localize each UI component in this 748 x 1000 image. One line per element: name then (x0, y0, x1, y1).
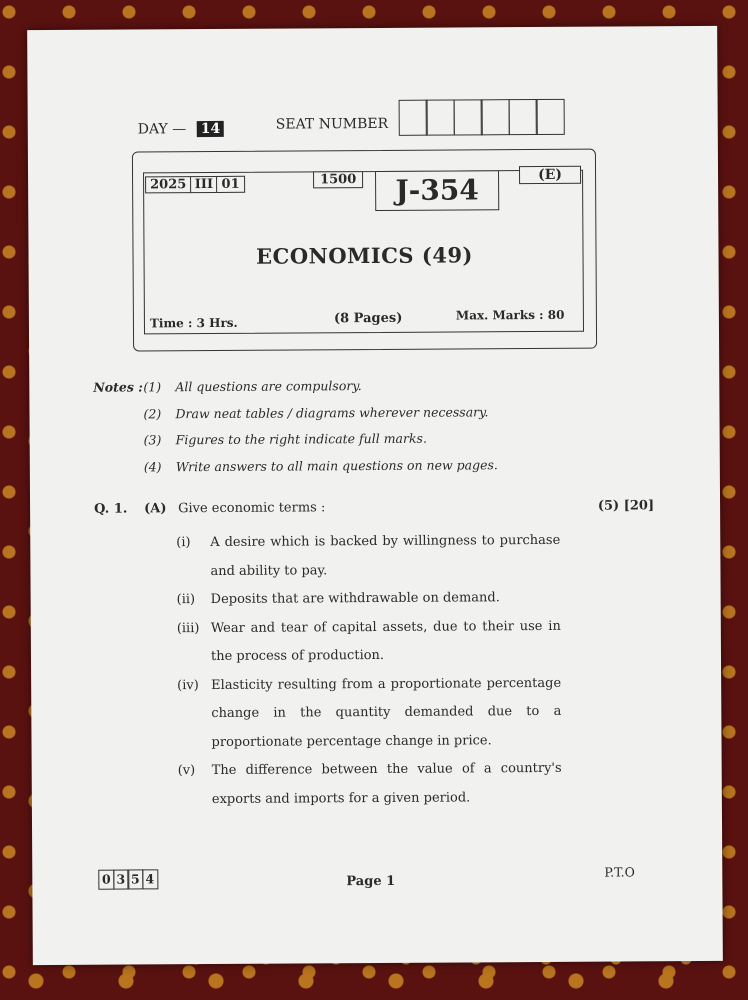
seat-box (398, 100, 427, 136)
paper-code: J-354 (375, 170, 499, 211)
seat-number-label: SEAT NUMBER (275, 115, 389, 133)
subject-title: ECONOMICS (49) (256, 242, 474, 269)
question-item: (iv) Elasticity resulting from a proportionate percentage change in the quantity demanded due to a proportionate percentage change in price. (177, 675, 562, 750)
note-item: (4) Write answers to all main questions on new pages. (143, 456, 498, 474)
notes-heading: Notes : (93, 379, 143, 395)
footer-code-boxes: 0 3 5 4 (98, 869, 156, 889)
page-number: Page 1 (346, 873, 396, 890)
exam-year: 2025 (145, 176, 191, 193)
question-item: (iii) Wear and tear of capital assets, due to their use in the process of production. (176, 618, 561, 665)
paper-number-box: 1500 (313, 171, 363, 188)
question-item: (v) The difference between the value of a country's exports and imports for a given period. (177, 760, 562, 807)
question-number: Q. 1. (94, 501, 128, 517)
seat-number-boxes (400, 99, 565, 136)
day-label: DAY — 14 (138, 121, 225, 138)
seat-box (453, 99, 482, 135)
notes-section (93, 377, 498, 485)
question-heading (94, 498, 654, 516)
language-box: (E) (519, 166, 581, 184)
question-instruction: Give economic terms : (178, 500, 326, 517)
note-item: Notes : (1) All questions are compulsory. (93, 377, 497, 406)
time-label: Time : 3 Hrs. (149, 315, 238, 331)
question-marks: (5) [20] (597, 498, 655, 514)
max-marks-label: Max. Marks : 80 (455, 307, 565, 323)
exam-code-boxes (145, 176, 243, 194)
pto-label: P.T.O (604, 864, 635, 880)
seat-box (426, 100, 455, 136)
seat-box (481, 99, 510, 135)
seat-box (536, 99, 565, 135)
seat-box (508, 99, 537, 135)
question-items (176, 527, 562, 814)
question-item: (ii) Deposits that are withdrawable on demand. (176, 590, 500, 608)
exam-series: III (190, 176, 218, 193)
day-number: 14 (197, 121, 225, 137)
note-item: (2) Draw neat tables / diagrams wherever necessary. (143, 403, 489, 421)
paper-header-box (132, 149, 597, 352)
question-item: (i) A desire which is backed by willingness to purchase and ability to pay. (176, 532, 561, 579)
exam-paper (27, 26, 723, 965)
pages-label: (8 Pages) (333, 310, 403, 327)
question-part: (A) (144, 501, 167, 517)
exam-set: 01 (216, 176, 244, 193)
note-item: (3) Figures to the right indicate full marks. (143, 430, 427, 448)
